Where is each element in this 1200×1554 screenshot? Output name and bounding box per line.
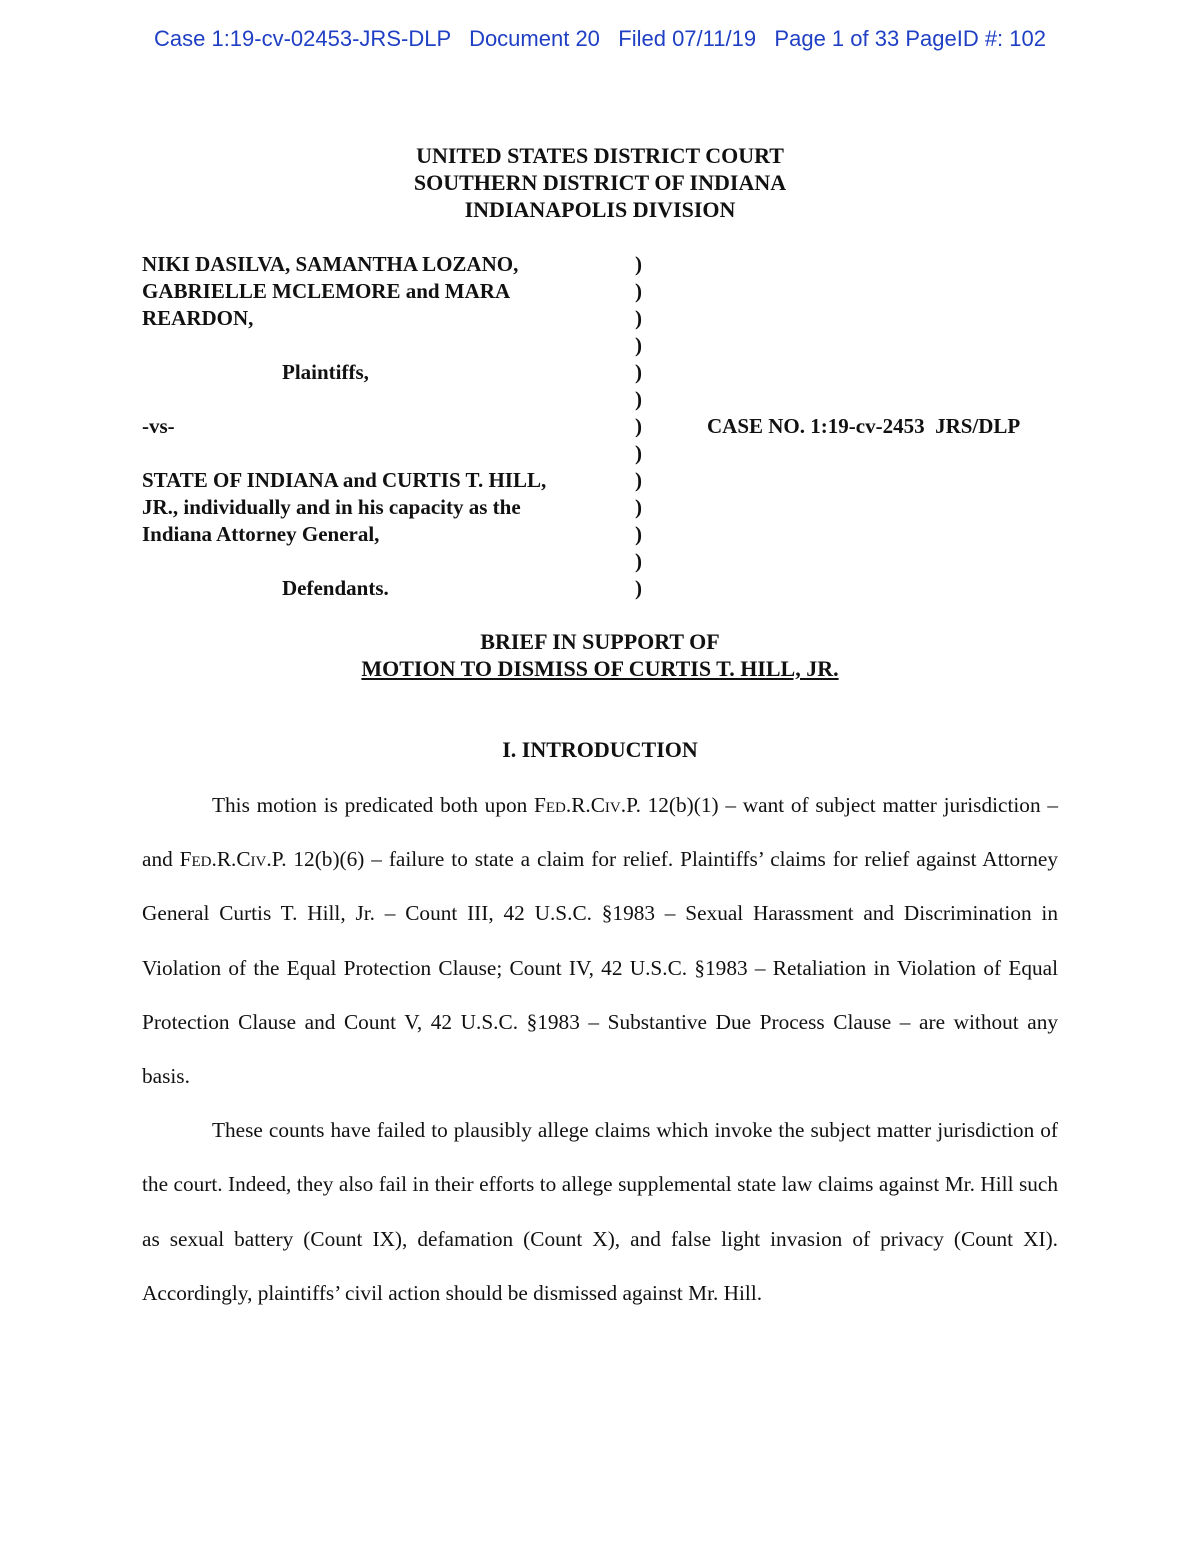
paragraph-1-text-c: 12(b)(6) – failure to state a claim for relief. Plaintiffs’ claims for relief against Attorney General Curtis T. Hill, Jr. – Count III, 42 U.S.C. §1983 – Sexual Harassment and Discrimination in Violation of the Equal Protection Clause; Count IV, 42 U.S.C. §1983 – Retaliation in Violation of Equal Protection Clause and Count V, 42 U.S.C. §1983 – Substantive Due Process Clause – are without any basis.: [142, 847, 1059, 1089]
spacer: [142, 548, 622, 575]
rule-citation: Fed.R.Civ.P.: [534, 793, 641, 817]
defendants-name-line: Indiana Attorney General,: [142, 522, 380, 546]
caption-paren: ): [635, 279, 642, 303]
case-number-stamp: Case 1:19-cv-02453-JRS-DLP: [153, 26, 451, 51]
paragraph-1-text-b: 12(b)(1) – want of subject matter jurisdiction – and: [142, 793, 1058, 872]
introduction-body: [142, 778, 1058, 1320]
filed-date-stamp: Filed 07/11/19: [618, 26, 757, 51]
section-heading-introduction: I. INTRODUCTION: [502, 737, 698, 762]
spacer: [142, 440, 622, 467]
defendants-name-line: STATE OF INDIANA and CURTIS T. HILL,: [142, 468, 547, 492]
caption-paren: ): [635, 522, 642, 546]
pageid-stamp: PageID #: 102: [905, 26, 1046, 51]
spacer: [142, 332, 622, 359]
court-name: UNITED STATES DISTRICT COURT: [416, 143, 784, 168]
plaintiffs-label: Plaintiffs,: [282, 360, 369, 384]
paragraph-1-text-a: This motion is predicated both upon: [212, 793, 535, 817]
caption-paren: ): [635, 468, 642, 492]
case-caption: [142, 251, 1082, 603]
plaintiffs-name-line: NIKI DASILVA, SAMANTHA LOZANO,: [142, 252, 519, 276]
plaintiffs-name-line: REARDON,: [142, 306, 254, 330]
page-count-stamp: Page 1 of 33: [774, 26, 900, 51]
caption-paren: ): [635, 549, 642, 573]
rule-citation: Fed.R.Civ.P.: [179, 847, 287, 872]
caption-paren: ): [635, 252, 642, 276]
caption-paren: ): [635, 495, 642, 519]
defendants-name-line: JR., individually and in his capacity as the: [142, 495, 521, 519]
paragraph-2: These counts have failed to plausibly allege claims which invoke the subject matter jurisdiction of the court. Indeed, they also fail in their efforts to allege supplemental state law claims against Mr. Hill such as sexual battery (Count IX), defamation (Count X), and false light invasion of privacy (Count XI). Accordingly, plaintiffs’ civil action should be dismissed against Mr. Hill.: [142, 1118, 1058, 1305]
caption-paren: ): [635, 333, 642, 357]
caption-paren: ): [635, 441, 642, 465]
court-division: INDIANAPOLIS DIVISION: [464, 197, 736, 222]
court-district: SOUTHERN DISTRICT OF INDIANA: [413, 170, 787, 195]
ecf-filing-header: [0, 26, 1200, 52]
paragraph-1: [142, 778, 1058, 1103]
case-number-label: CASE NO. 1:19-cv-2453 JRS/DLP: [707, 414, 1021, 438]
court-heading: [0, 142, 1200, 223]
brief-title-line2: MOTION TO DISMISS OF CURTIS T. HILL, JR.: [361, 656, 839, 681]
brief-title-line1: BRIEF IN SUPPORT OF: [480, 629, 720, 654]
parties-block: [142, 251, 622, 602]
versus-label: -vs-: [142, 414, 175, 438]
caption-paren: ): [635, 306, 642, 330]
spacer: [142, 386, 622, 413]
caption-paren: ): [635, 387, 642, 411]
caption-paren-column: [635, 251, 647, 602]
brief-title: [0, 628, 1200, 682]
caption-paren: ): [635, 576, 642, 600]
defendants-label: Defendants.: [282, 576, 389, 600]
document-number-stamp: Document 20: [469, 26, 600, 51]
plaintiffs-name-line: GABRIELLE MCLEMORE and MARA: [142, 279, 511, 303]
caption-paren: ): [635, 414, 642, 438]
caption-paren: ): [635, 360, 642, 384]
